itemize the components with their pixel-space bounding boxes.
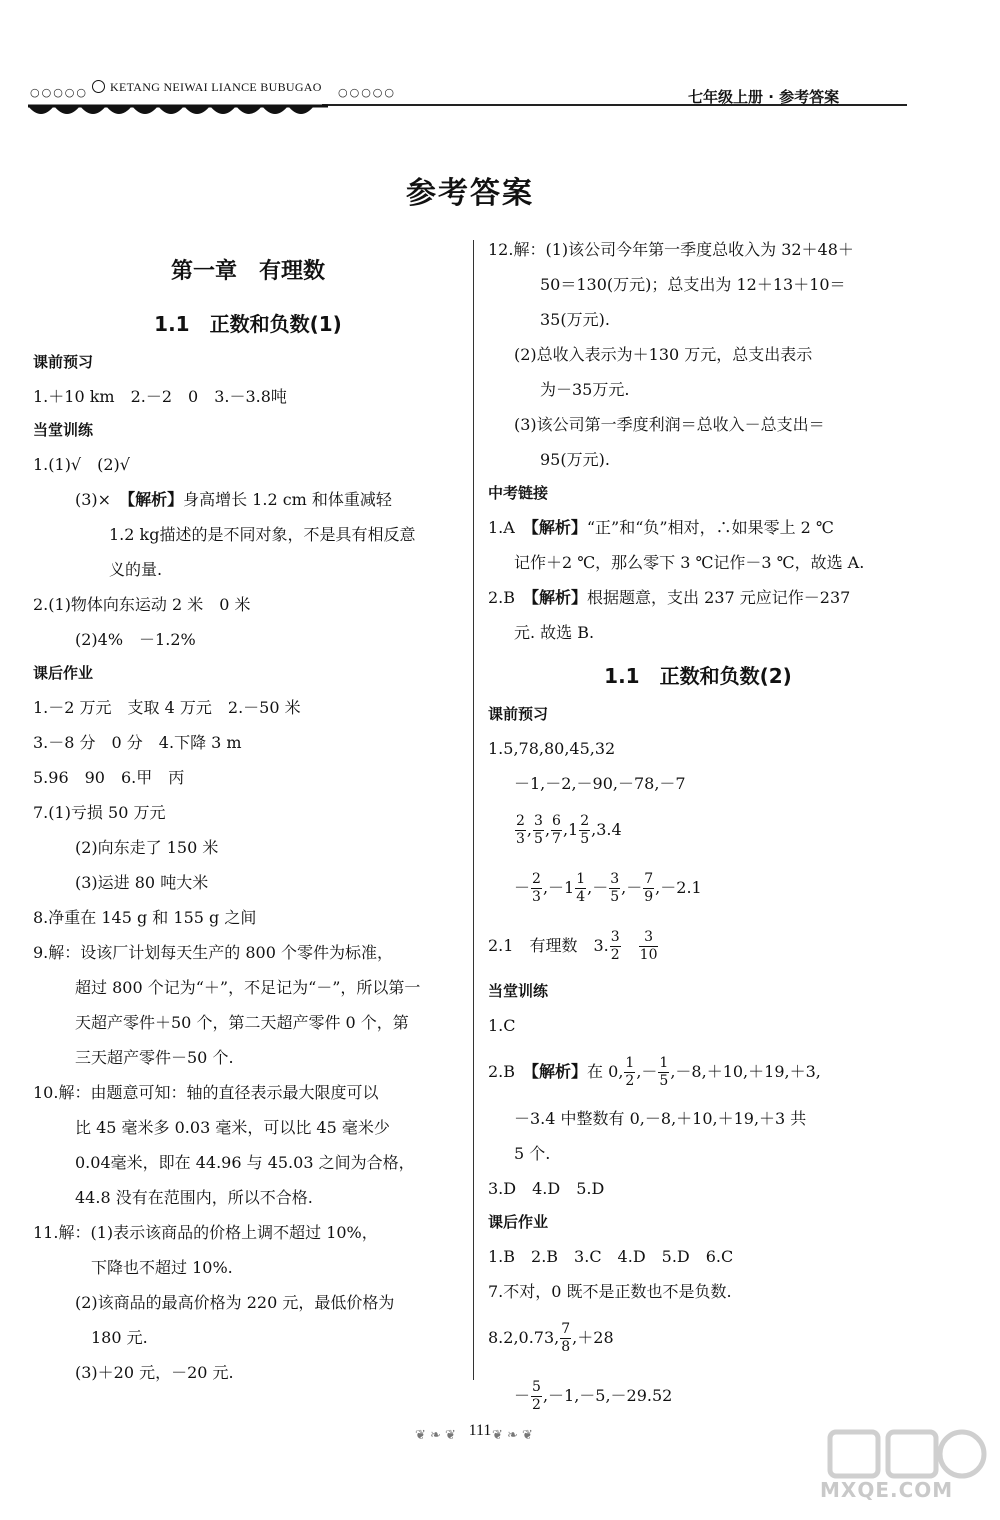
answer-line: 10.解：由题意可知：轴的直径表示最大限度可以: [33, 1083, 379, 1102]
answer-line: [33, 482, 463, 517]
heading-exam-link: 中考链接: [488, 484, 549, 502]
heading-prep: 课前预习: [488, 705, 549, 723]
section-title-2: 1.1 正数和负数(2): [604, 664, 792, 688]
answer-line: (2)4% －1.2%: [75, 630, 196, 649]
fraction: $\frac{1}{5}$: [659, 1055, 669, 1089]
answer-line: 35(万元).: [540, 310, 610, 329]
answer-line-fractions: [488, 917, 908, 975]
answer-line: 元. 故选 B.: [514, 623, 595, 642]
answer-line-fractions: [488, 801, 908, 859]
answer-line: (3)该公司第一季度利润＝总收入－总支出＝: [514, 415, 825, 434]
heading-class: 当堂训练: [33, 421, 94, 439]
page-number: 111: [468, 1422, 492, 1439]
separator: ,－: [621, 878, 643, 897]
answer-line: 义的量.: [109, 560, 163, 579]
answer-line: 下降也不超过 10%.: [91, 1258, 233, 1277]
separator: ,－: [636, 1062, 658, 1081]
answer-text: 在 0,: [587, 1062, 624, 1081]
answer-text: ,－1,－5,－29.52: [542, 1386, 673, 1405]
answer-text: 1.A: [488, 518, 531, 537]
answer-line: 7.不对，0 既不是正数也不是负数.: [488, 1282, 732, 1301]
answer-text: 2.B: [488, 588, 532, 607]
answer-line: 8.净重在 145 g 和 155 g 之间: [33, 908, 257, 927]
answer-line: 1.(1)√ (2)√: [33, 455, 130, 474]
answer-line-fractions: [488, 859, 908, 917]
fraction: $\frac{2}{3}$: [532, 871, 541, 905]
answer-line: －1,－2,－90,－78,－7: [514, 774, 686, 793]
answer-line: 1.－2 万元 支取 4 万元 2.－50 米: [33, 698, 301, 717]
separator: ,: [526, 820, 533, 839]
answer-line: 11.解：(1)表示该商品的价格上调不超过 10%，: [33, 1223, 378, 1242]
fraction: $\frac{3}{2}$: [610, 929, 620, 963]
answer-line: 1.C: [488, 1016, 516, 1035]
watermark-text: MXQE.COM: [820, 1478, 954, 1502]
separator: ,: [544, 820, 551, 839]
answer-text: 2.1 有理数 3.: [488, 936, 609, 955]
answer-text: (3)×: [75, 490, 128, 509]
header-rule: [322, 104, 907, 106]
answer-line: (3)运进 80 吨大米: [75, 873, 209, 892]
answer-line: 44.8 没有在范围内，所以不合格.: [75, 1188, 313, 1207]
separator: ,3.4: [591, 820, 622, 839]
separator: －: [514, 878, 531, 897]
answer-line: 为－35万元.: [540, 380, 630, 399]
fraction: $\frac{7}{9}$: [644, 871, 654, 905]
fraction: $\frac{5}{2}$: [532, 1379, 541, 1413]
separator: ,－1: [542, 878, 575, 897]
footer-ornament-left-icon: ❦ ❧ ❦: [415, 1428, 456, 1443]
answer-line: 2.(1)物体向东运动 2 米 0 米: [33, 595, 251, 614]
fraction: $\frac{2}{3}$: [516, 813, 525, 847]
answer-line-fractions: [488, 1309, 908, 1367]
answer-line: 天超产零件＋50 个，第二天超产零件 0 个，第: [75, 1013, 409, 1032]
answer-line: －3.4 中整数有 0,－8,＋10,＋19,＋3 共: [514, 1109, 807, 1128]
page-title: 参考答案: [406, 176, 534, 211]
answer-line-fractions: [488, 1043, 908, 1101]
left-column: [33, 248, 463, 1390]
separator: －: [514, 1386, 531, 1405]
answer-line: 1.2 kg描述的是不同对象，不是具有相反意: [109, 525, 416, 544]
fraction: $\frac{3}{5}$: [610, 871, 620, 905]
header-brand: [92, 80, 322, 95]
answer-text: 身高增长 1.2 cm 和体重减轻: [183, 490, 392, 509]
right-column: [488, 232, 908, 1425]
answer-line: 7.(1)亏损 50 万元: [33, 803, 166, 822]
answer-text: “正”和“负”相对，∴如果零上 2 ℃: [586, 518, 834, 537]
answer-line: (2)向东走了 150 米: [75, 838, 219, 857]
fraction: $\frac{1}{2}$: [625, 1055, 635, 1089]
footer-ornament-right-icon: ❦ ❧ ❦: [492, 1428, 533, 1443]
heading-class: 当堂训练: [488, 982, 549, 1000]
answer-text: 根据题意，支出 237 元应记作－237: [587, 588, 851, 607]
answer-line: (2)总收入表示为＋130 万元，总支出表示: [514, 345, 813, 364]
answer-line: [488, 510, 908, 545]
fraction: $\frac{2}{5}$: [580, 813, 590, 847]
answer-line: 3.－8 分 0 分 4.下降 3 m: [33, 733, 242, 752]
chapter-title: 第一章 有理数: [170, 259, 325, 284]
separator: ,－: [587, 878, 609, 897]
fraction: $\frac{3}{10}$: [639, 929, 658, 963]
header-right-title: 七年级上册 · 参考答案: [688, 88, 840, 106]
heading-prep: 课前预习: [33, 353, 94, 371]
answer-line-fractions: [488, 1367, 908, 1425]
column-divider: [473, 240, 474, 1380]
header-scallop-ornament: [28, 104, 328, 122]
answer-line: 95(万元).: [540, 450, 610, 469]
answer-line: (3)＋20 元，－20 元.: [75, 1363, 234, 1382]
heading-homework: 课后作业: [488, 1213, 549, 1231]
section-title-1: 1.1 正数和负数(1): [154, 312, 342, 336]
answer-text: 2.B: [488, 1062, 532, 1081]
fraction: $\frac{3}{5}$: [534, 813, 543, 847]
answer-line: 5 个.: [514, 1144, 551, 1163]
answer-line: 1.B 2.B 3.C 4.D 5.D 6.C: [488, 1247, 734, 1266]
analysis-tag: 【解析】: [127, 490, 184, 509]
watermark-logo-icon: [790, 1428, 990, 1518]
analysis-tag: 【解析】: [530, 518, 587, 537]
answer-line: 9.解：设该厂计划每天生产的 800 个零件为标准，: [33, 943, 393, 962]
answer-line: 5.96 90 6.甲 丙: [33, 768, 185, 787]
answer-line: 12.解：(1)该公司今年第一季度总收入为 32＋48＋: [488, 240, 854, 259]
brand-logo-icon: [92, 80, 105, 93]
header-dots-left: ○○○○○: [30, 86, 88, 99]
header-brand-text: KETANG NEIWAI LIANCE BUBUGAO: [110, 80, 322, 94]
answer-line: 三天超产零件－50 个.: [75, 1048, 234, 1067]
answer-line: 0.04毫米，即在 44.96 与 45.03 之间为合格，: [75, 1153, 415, 1172]
answer-text: ,＋28: [572, 1328, 614, 1347]
fraction: $\frac{1}{4}$: [576, 871, 586, 905]
answer-line: 180 元.: [91, 1328, 148, 1347]
answer-line: 3.D 4.D 5.D: [488, 1179, 605, 1198]
header-dots-right: ○○○○○: [338, 86, 396, 99]
analysis-tag: 【解析】: [531, 1062, 588, 1081]
separator: [622, 936, 638, 955]
separator: ,1: [562, 820, 579, 839]
answer-text: 8.2,0.73,: [488, 1328, 560, 1347]
fraction: $\frac{7}{8}$: [561, 1321, 571, 1355]
answer-line: 比 45 毫米多 0.03 毫米，可以比 45 毫米少: [75, 1118, 390, 1137]
fraction: $\frac{6}{7}$: [552, 813, 561, 847]
answer-line: (2)该商品的最高价格为 220 元，最低价格为: [75, 1293, 395, 1312]
analysis-tag: 【解析】: [531, 588, 588, 607]
answer-line: 50＝130(万元)；总支出为 12＋13＋10＝: [540, 275, 846, 294]
answer-line: 记作＋2 ℃，那么零下 3 ℃记作－3 ℃，故选 A.: [514, 553, 865, 572]
answer-line: [488, 580, 908, 615]
answer-text: ,－8,＋10,＋19,＋3,: [670, 1062, 821, 1081]
heading-homework: 课后作业: [33, 664, 94, 682]
answer-line: 1.＋10 km 2.－2 0 3.－3.8吨: [33, 387, 287, 406]
answer-line: 1.5,78,80,45,32: [488, 739, 616, 758]
answer-line: 超过 800 个记为“＋”，不足记为“－”，所以第一: [75, 978, 421, 997]
separator: ,－2.1: [655, 878, 702, 897]
